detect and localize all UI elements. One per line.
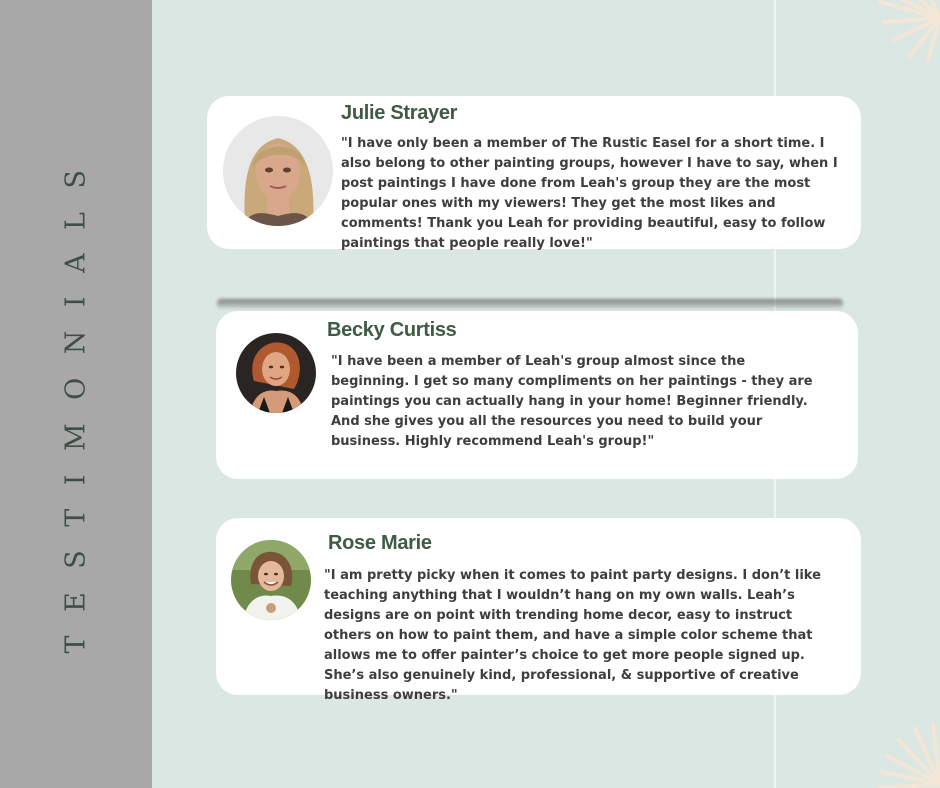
starburst-icon: [870, 0, 940, 62]
testimonial-quote: "I am pretty picky when it comes to paint party designs. I don’t like teaching anything that I wouldn’t hang on my own walls. Leah’s designs are on point with trending home decor, easy to instruct others on how to paint them, and have a simple color scheme that allows me to offer painter’s choice to get more people signed up. She’s also genuinely kind, professional, & supportive of creative business owners.": [324, 568, 821, 703]
avatar: [231, 540, 311, 620]
testimonial-card: [207, 96, 861, 249]
separator-shadow: [217, 299, 843, 309]
testimonial-card: [216, 518, 861, 703]
testimonials-heading: TESTIMONIALS: [60, 146, 92, 654]
starburst-icon: [875, 722, 940, 788]
testimonial-quote: "I have been a member of Leah's group almost since the beginning. I get so many compliments on her paintings - they are paintings you can actually hang in your home! Beginner friendly. And she gives you all the resources you need to build your business. Highly recommend Leah's group!": [331, 354, 813, 449]
sidebar: [0, 0, 152, 788]
testimonial-name: Julie Strayer: [341, 102, 458, 124]
testimonial-quote: "I have only been a member of The Rustic Easel for a short time. I also belong to other painting groups, however I have to say, when I post paintings I have done from Leah's group they are the most popular ones with my viewers! They get the most likes and comments! Thank you Leah for providing beautiful, easy to follow paintings that people really love!": [341, 136, 838, 251]
testimonial-card: [216, 311, 858, 479]
testimonial-name: Becky Curtiss: [327, 319, 457, 341]
avatar: [223, 116, 333, 226]
testimonial-name: Rose Marie: [328, 532, 432, 554]
avatar: [236, 333, 316, 413]
